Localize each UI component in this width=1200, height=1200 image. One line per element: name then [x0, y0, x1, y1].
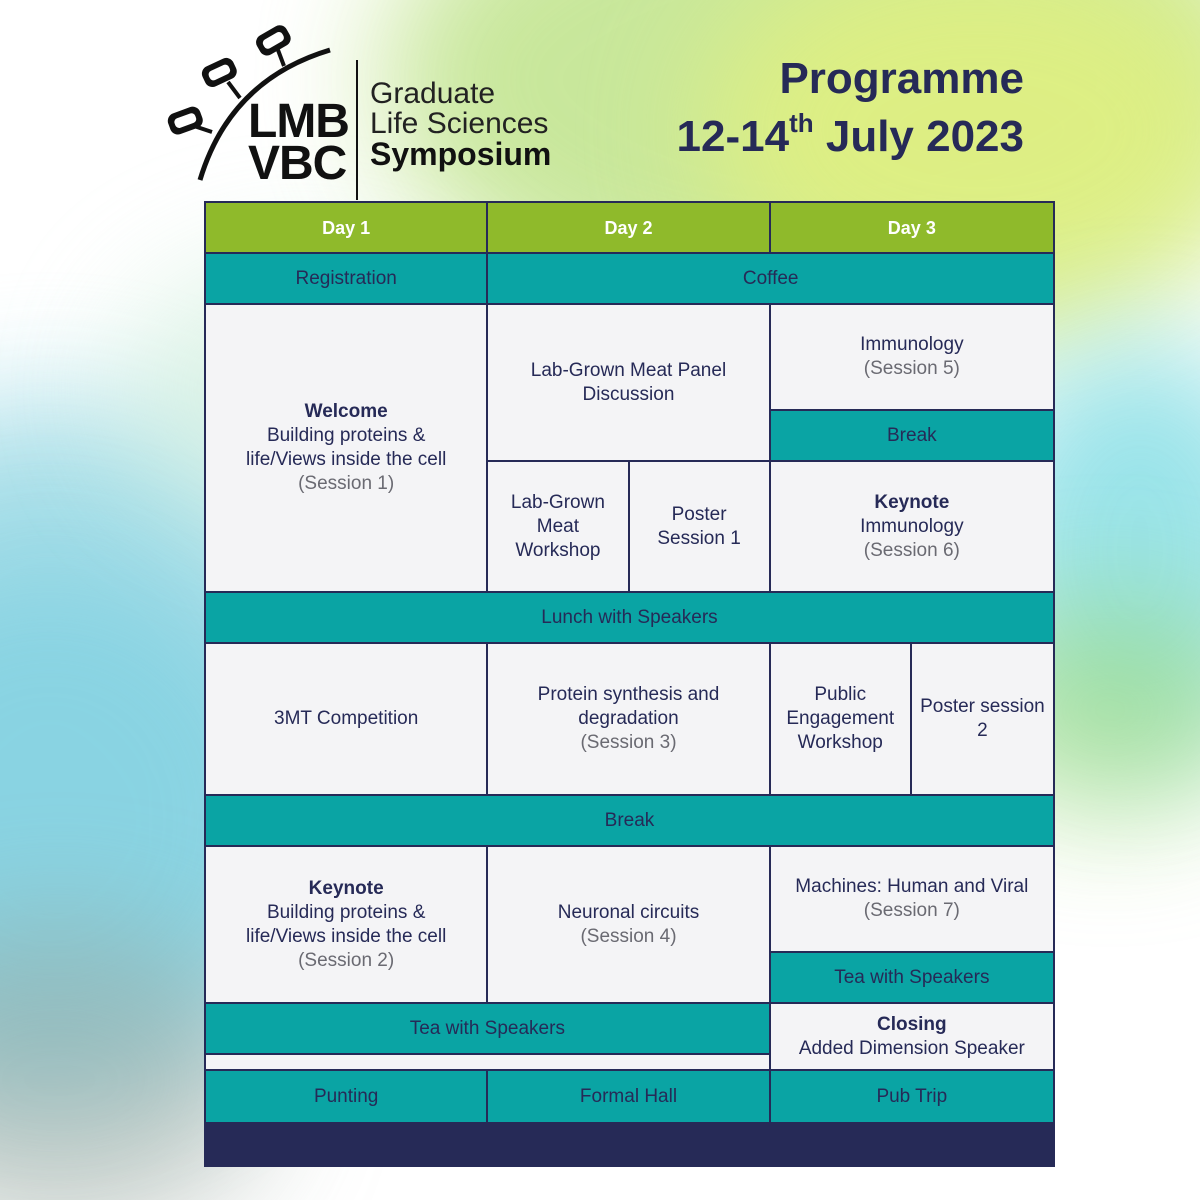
tea-day12-cell: Tea with Speakers [206, 1004, 771, 1055]
punting-cell: Punting [206, 1071, 488, 1122]
event-date: 12-14th July 2023 [676, 108, 1024, 161]
pub-trip-cell: Pub Trip [771, 1071, 1053, 1122]
protein-synthesis-text: Protein synthesis and degradation [537, 684, 720, 729]
immunology-session: (Session 5) [863, 358, 960, 379]
logo-symposium: Symposium [370, 136, 552, 172]
machines-session: (Session 7) [863, 900, 960, 921]
poster-session-1-cell: Poster Session 1 [630, 462, 771, 593]
symposium-logo [160, 20, 580, 190]
welcome-cell [206, 305, 488, 593]
logo-graduate: Graduate [370, 77, 496, 110]
neuronal-cell [488, 847, 770, 1004]
day-3-header: Day 3 [771, 203, 1053, 254]
keynote-day3-body: Immunology [860, 515, 964, 537]
keynote-day1-title: Keynote [308, 877, 384, 899]
keynote-day3-session: (Session 6) [863, 539, 960, 561]
labmeat-workshop-cell: Lab-Grown Meat Workshop [488, 462, 629, 593]
protein-synthesis-cell [488, 644, 770, 796]
welcome-title: Welcome [304, 401, 388, 422]
protein-synthesis-session: (Session 3) [580, 732, 677, 753]
neuronal-text: Neuronal circuits [557, 901, 700, 923]
closing-body: Added Dimension Speaker [798, 1037, 1025, 1059]
neuronal-session: (Session 4) [580, 925, 677, 947]
welcome-body: Building proteins & life/Views inside the cell [246, 425, 447, 470]
closing-cell [771, 1004, 1053, 1071]
welcome-session: (Session 1) [298, 473, 395, 494]
poster-session-2-cell: Poster session 2 [912, 644, 1053, 796]
break-day3-cell: Break [771, 411, 1053, 462]
day-1-header: Day 1 [206, 203, 488, 254]
registration-cell: Registration [206, 254, 488, 305]
immunology-cell [771, 305, 1053, 411]
machines-text: Machines: Human and Viral [795, 876, 1029, 897]
programme-table [204, 201, 1055, 1167]
logo-vbc: VBC [248, 137, 347, 190]
day-2-header: Day 2 [488, 203, 770, 254]
keynote-day3-cell [771, 462, 1053, 593]
lunch-cell: Lunch with Speakers [206, 593, 1053, 644]
break-cell: Break [206, 796, 1053, 847]
tea-day3-cell: Tea with Speakers [771, 953, 1053, 1004]
machines-cell [771, 847, 1053, 953]
keynote-day3-title: Keynote [874, 491, 950, 513]
coffee-cell: Coffee [488, 254, 1053, 305]
closing-title: Closing [876, 1013, 947, 1035]
page-title: Programme [779, 54, 1024, 103]
3mt-cell: 3MT Competition [206, 644, 488, 796]
formal-hall-cell: Formal Hall [488, 1071, 770, 1122]
public-engagement-cell: Public Engagement Workshop [771, 644, 912, 796]
labmeat-panel-cell [488, 305, 770, 462]
empty-cell [206, 1055, 771, 1071]
logo-divider [356, 60, 358, 200]
labmeat-panel-text: Lab-Grown Meat Panel Discussion [530, 359, 727, 405]
keynote-day1-cell [206, 847, 488, 1004]
keynote-day1-body: Building proteins & life/Views inside the cell [246, 901, 447, 947]
immunology-text: Immunology [860, 334, 964, 355]
keynote-day1-session: (Session 2) [298, 949, 395, 971]
logo-life-sciences: Life Sciences [370, 107, 549, 140]
logo-lmb: LMB [248, 95, 349, 148]
